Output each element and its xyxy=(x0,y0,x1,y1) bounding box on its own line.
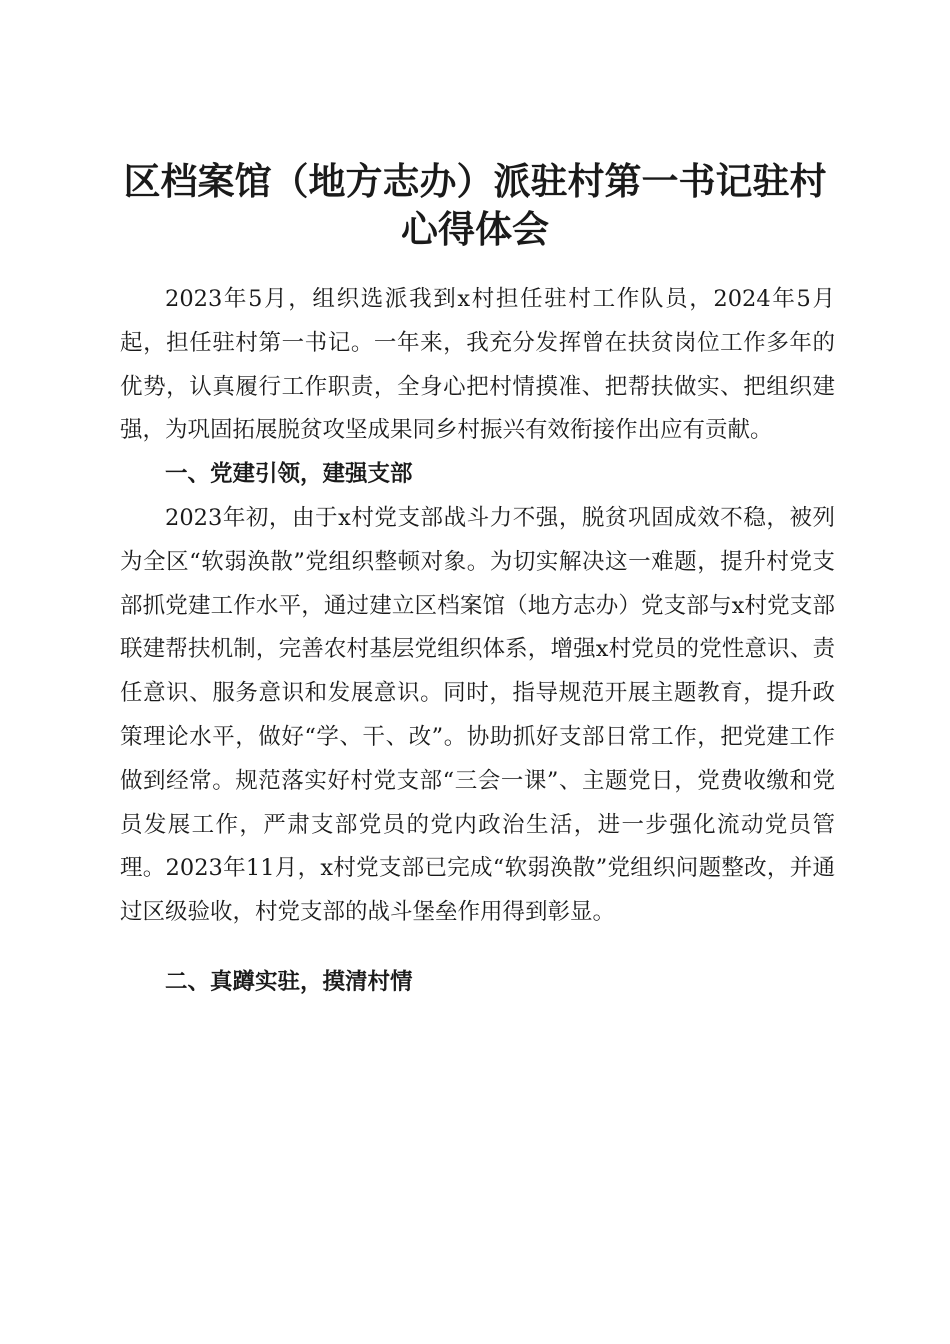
document-title: 区档案馆（地方志办）派驻村第一书记驻村心得体会 xyxy=(123,158,827,251)
intro-paragraph: 2023年5月，组织选派我到x村担任驻村工作队员，2024年5月起，担任驻村第一书记。一年来，我充分发挥曾在扶贫岗位工作多年的优势，认真履行工作职责，全身心把村情摸准、把帮扶做实、把组织建强，为巩固拓展脱贫攻坚成果同乡村振兴有效衔接作出应有贡献。 xyxy=(120,286,835,444)
section-1-paragraph: 2023年初，由于x村党支部战斗力不强，脱贫巩固成效不稳，被列为全区“软弱涣散”党组织整顿对象。为切实解决这一难题，提升村党支部抓党建工作水平，通过建立区档案馆（地方志办）党支部与x村党支部联建帮扶机制，完善农村基层党组织体系，增强x村党员的党性意识、责任意识、服务意识和发展意识。同时，指导规范开展主题教育，提升政策理论水平，做好“学、干、改”。协助抓好支部日常工作，把党建工作做到经常。规范落实好村党支部“三会一课”、主题党日，党费收缴和党员发展工作，严肃支部党员的党内政治生活，进一步强化流动党员管理。2023年11月，x村党支部已完成“软弱涣散”党组织问题整改，并通过区级验收，村党支部的战斗堡垒作用得到彰显。 xyxy=(120,504,835,926)
document-body xyxy=(120,278,835,1005)
section-2-heading: 二、真蹲实驻，摸清村情 xyxy=(165,968,413,995)
section-1-heading: 一、党建引领，建强支部 xyxy=(165,461,413,488)
